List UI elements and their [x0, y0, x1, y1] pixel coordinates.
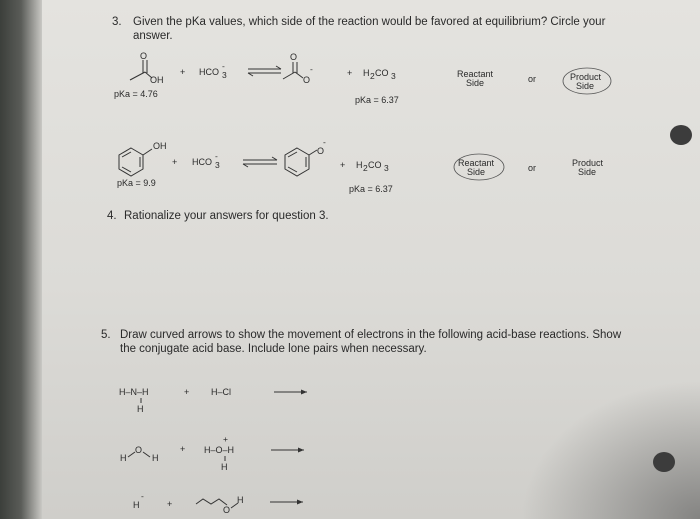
rxn1-product-label-1: Product	[570, 72, 602, 82]
q3-text-line2: answer.	[133, 30, 173, 42]
r1-plus: +	[184, 387, 190, 397]
hcl-formula: H–Cl	[211, 387, 232, 397]
rxn1-hco3-subscript: 3	[222, 70, 227, 80]
r2-plus: +	[180, 444, 186, 454]
q5-text-line2: the conjugate acid base. Include lone pairs when necessary.	[120, 343, 427, 355]
r1-reaction-arrow	[274, 390, 307, 395]
rxn2-plus-1: +	[172, 157, 178, 167]
ethanol-o: O	[223, 505, 231, 515]
r2-reaction-arrow	[271, 448, 304, 453]
rxn2-equilibrium-arrow	[243, 157, 277, 167]
rxn1-equilibrium-arrow	[248, 66, 281, 76]
q4-number: 4.	[107, 210, 117, 222]
phenol-oh: OH	[153, 141, 167, 151]
rxn2-pka-right: pKa = 6.37	[349, 184, 393, 194]
phenoxide-o: O	[317, 146, 325, 156]
hydronium-formula: H–O–H	[204, 445, 235, 455]
rxn2-h2co3-3: 3	[384, 163, 389, 173]
rxn2-hco3-charge: -	[215, 151, 218, 161]
rxn2-or: or	[528, 163, 537, 173]
rxn2-hco3-subscript: 3	[215, 160, 220, 170]
acetic-acid-oh: OH	[150, 75, 164, 85]
r3-reaction-arrow	[270, 500, 303, 505]
q3-number: 3.	[112, 16, 122, 28]
rxn1-pka-right: pKa = 6.37	[355, 95, 399, 105]
rxn1-reactant-label-2: Side	[466, 78, 485, 88]
rxn1-h2co3-2: 2	[370, 71, 375, 81]
hydride-charge: -	[141, 491, 144, 501]
rxn1-or: or	[528, 74, 537, 84]
rxn1-h2co3-h: H	[363, 68, 370, 78]
water-h1: H	[120, 453, 127, 463]
binder-hole-bottom	[653, 452, 675, 472]
ammonia-h-below: H	[137, 404, 144, 414]
q4-text: Rationalize your answers for question 3.	[124, 210, 329, 222]
rxn2-h2co3-h: H	[356, 160, 363, 170]
rxn2-pka-left: pKa = 9.9	[117, 178, 156, 188]
acetic-acid-structure	[130, 51, 152, 80]
rxn2-reactant-label-1: Reactant	[458, 158, 495, 168]
q5-text-line1: Draw curved arrows to show the movement of electrons in the following acid-base reactions. Show	[120, 329, 622, 341]
phenoxide-structure	[285, 148, 317, 176]
q5-number: 5.	[101, 329, 111, 341]
rxn1-h2co3-3: 3	[391, 71, 396, 81]
svg-text:O: O	[140, 51, 148, 61]
water-o: O	[135, 445, 143, 455]
rxn2-product-label-2: Side	[578, 167, 597, 177]
acetate-o-minus: O	[303, 75, 311, 85]
water-h2: H	[152, 453, 159, 463]
rxn2-hco3: HCO	[192, 157, 212, 167]
rxn2-h2co3-co: CO	[368, 160, 382, 170]
rxn1-product-label-2: Side	[576, 81, 595, 91]
rxn2-reactant-label-2: Side	[467, 167, 486, 177]
phenol-structure	[119, 148, 152, 176]
ammonia-formula: H–N–H	[119, 387, 149, 397]
ethanol-h: H	[237, 495, 244, 505]
q3-text-line1: Given the pKa values, which side of the reaction would be favored at equilibrium? Circle your	[133, 16, 606, 28]
rxn1-pka-left: pKa = 4.76	[114, 89, 158, 99]
rxn2-product-label-1: Product	[572, 158, 604, 168]
rxn1-plus-2: +	[347, 68, 353, 78]
hydronium-h-below: H	[221, 462, 228, 472]
hydronium-charge: +	[223, 434, 228, 444]
binder-hole-top	[670, 125, 692, 145]
r3-plus: +	[167, 499, 173, 509]
rxn1-hco3: HCO	[199, 67, 219, 77]
rxn1-h2co3-co: CO	[375, 68, 389, 78]
acetate-structure	[283, 52, 303, 79]
rxn1-reactant-label-1: Reactant	[457, 69, 494, 79]
rxn1-plus-1: +	[180, 67, 186, 77]
water-bond-1	[128, 452, 135, 457]
hydride-h: H	[133, 500, 140, 510]
svg-text:O: O	[290, 52, 298, 62]
water-bond-2	[143, 452, 150, 457]
rxn2-plus-2: +	[340, 160, 346, 170]
rxn2-h2co3-2: 2	[363, 163, 368, 173]
rxn1-hco3-charge: -	[222, 61, 225, 71]
phenoxide-charge: -	[323, 137, 326, 147]
acetate-charge: -	[310, 64, 313, 74]
